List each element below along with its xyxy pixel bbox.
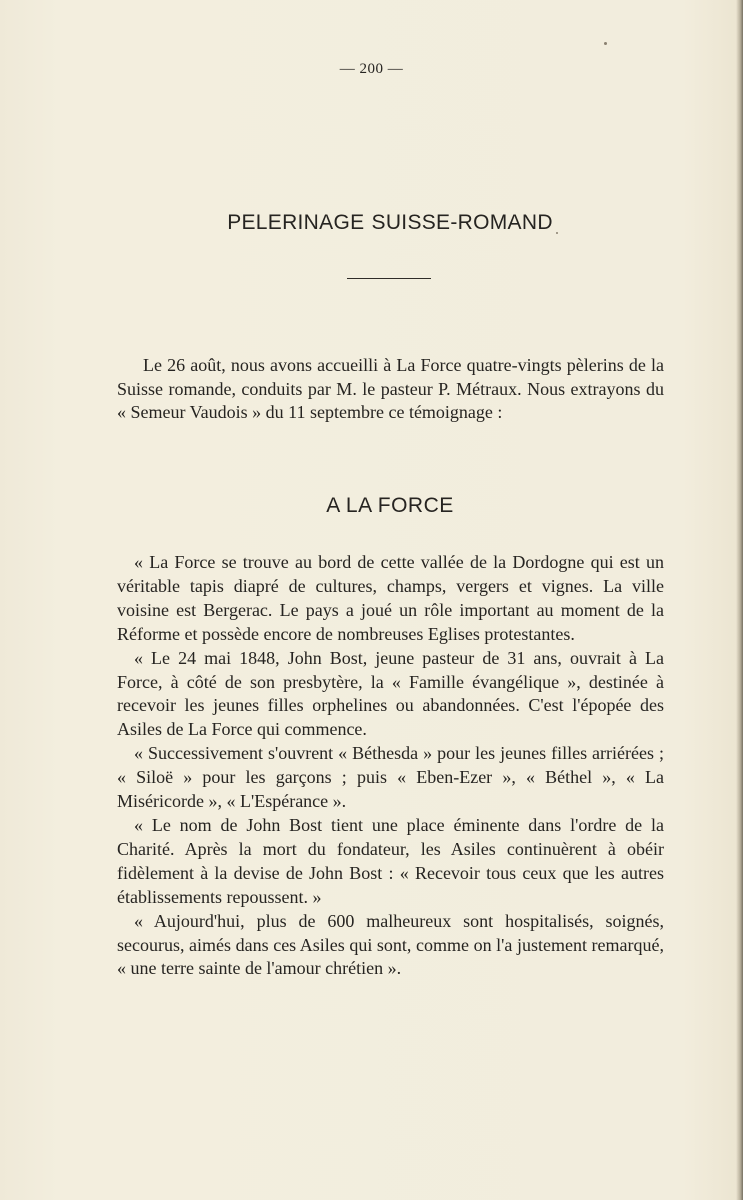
- body-paragraph: « La Force se trouve au bord de cette vallée de la Dordogne qui est un véritable tapis diapré de cultures, champs, vergers et vignes. La ville voisine est Bergerac. Le pays a joué un rôle important au moment de la Réforme et possède encore de nombreuses Eglises protestantes.: [117, 552, 664, 644]
- page-edge-shadow: [736, 0, 743, 1200]
- paper-speck: [604, 42, 607, 45]
- body-paragraph: « Aujourd'hui, plus de 600 malheureux sont hospitalisés, soignés, secourus, aimés dans ces Asiles qui sont, comme on l'a justement remarqué, « une terre sainte de l'amour chrétien ».: [117, 910, 664, 979]
- body-paragraph: « Successivement s'ouvrent « Béthesda » pour les jeunes filles arriérées ; « Siloë » pour les garçons ; puis « Eben-Ezer », « Béthel », « La Miséricorde », « L'Espérance ».: [117, 743, 664, 812]
- page-number: — 200 —: [339, 61, 404, 77]
- article-body: [117, 551, 664, 981]
- section-heading: A LA FORCE: [326, 494, 454, 517]
- body-paragraph: « Le nom de John Bost tient une place éminente dans l'ordre de la Charité. Après la mort du fondateur, les Asiles continuèrent à obéir fidèlement à la devise de John Bost : « Recevoir tous ceux que les autres établissements repoussent. »: [117, 814, 664, 907]
- body-paragraph: « Le 24 mai 1848, John Bost, jeune pasteur de 31 ans, ouvrait à La Force, à côté de son presbytère, la « Famille évangélique », destinée à recevoir les jeunes filles orphelines ou abandonnées. C'est l'épopée des Asiles de La Force qui commence.: [117, 647, 664, 740]
- title-divider: [347, 278, 431, 279]
- intro-paragraph: Le 26 août, nous avons accueilli à La Force quatre-vingts pèlerins de la Suisse romande, conduits par M. le pasteur P. Métraux. Nous extrayons du « Semeur Vaudois » du 11 septembre ce témoignage :: [117, 355, 664, 422]
- page-title: PELERINAGE SUISSE-ROMAND: [227, 211, 553, 234]
